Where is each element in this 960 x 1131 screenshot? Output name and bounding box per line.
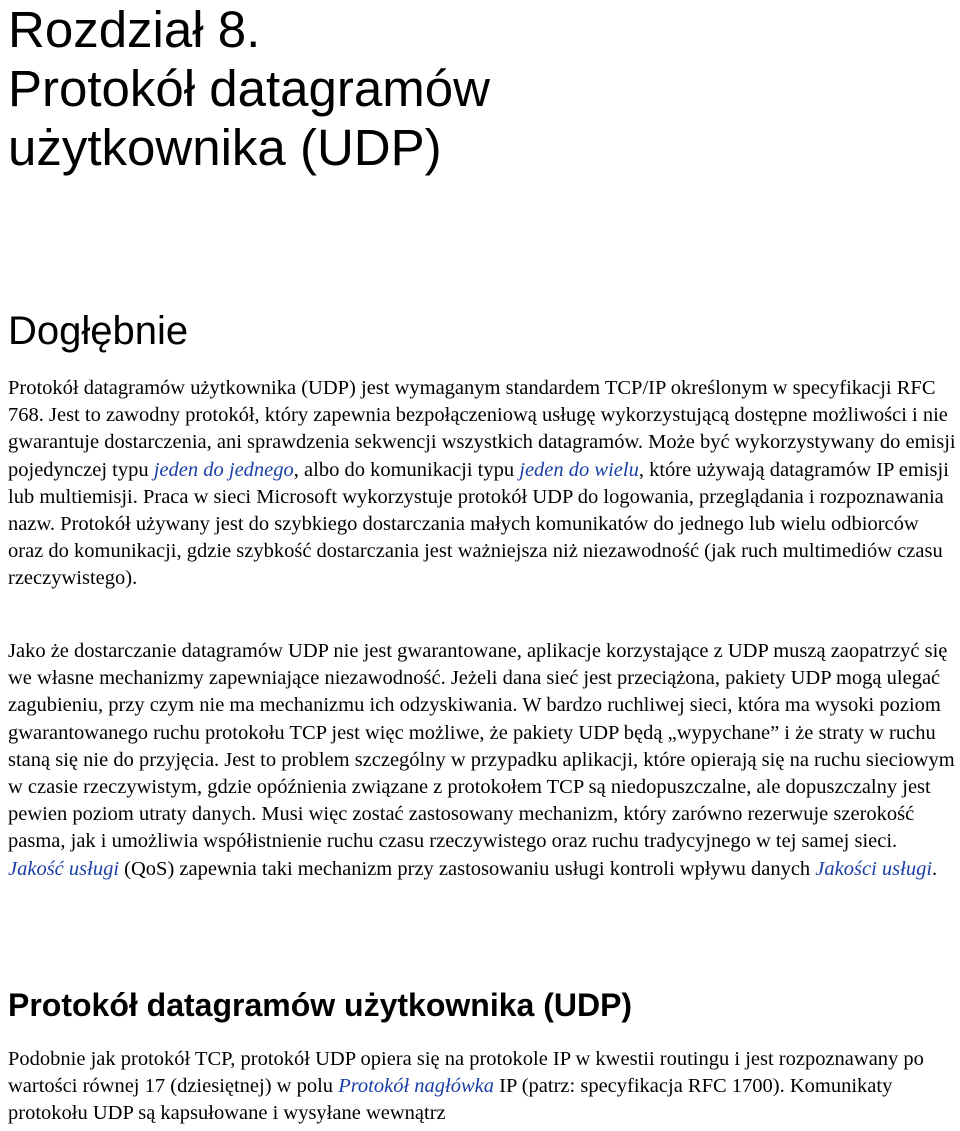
term-link-jakosci-uslugi[interactable]: Jakości usługi <box>815 857 933 880</box>
paragraph-2-text-b: (QoS) zapewnia taki mechanizm przy zastosowaniu usługi kontroli wpływu danych <box>119 857 816 880</box>
paragraph-1 <box>8 375 958 593</box>
document-page <box>8 0 958 1125</box>
paragraph-1-text-a: Protokół datagramów użytkownika (UDP) jest wymaganym standardem TCP/IP określonym w specyfikacji RFC 768. Jest to zawodny protokół, który zapewnia bezpołączeniową usługę wykorzystującą dostępne możliwości i nie gwarantuje dostarczenia, ani sprawdzenia sekwencji wszystkich datagramów. Może być wykorzystywany do emisji pojedynczej typu <box>8 377 956 481</box>
paragraph-1-text-b: , albo do komunikacji typu <box>293 458 520 481</box>
paragraph-1-text-c: , które używają datagramów IP emisji lub multiemisji. Praca w sieci Microsoft wykorzystuje protokół UDP do logowania, przeglądania i rozpoznawania nazw. Protokół używany jest do szybkiego dostarczania małych komunikatów do jednego lub wielu odbiorców oraz do komunikacji, gdzie szybkość dostarczania jest ważniejsza niż niezawodność (jak ruch multimediów czasu rzeczywistego). <box>8 458 949 590</box>
subsection-heading: Protokół datagramów użytkownika (UDP) <box>8 987 633 1023</box>
paragraph-2 <box>8 638 958 883</box>
paragraph-3-text-a: Podobnie jak protokół TCP, protokół UDP opiera się na protokole IP w kwestii routingu i jest rozpoznawany po wartości równej 17 (dziesiętnej) w polu <box>8 1048 924 1098</box>
paragraph-2-text-a: Jako że dostarczanie datagramów UDP nie jest gwarantowane, aplikacje korzystające z UDP muszą zaopatrzyć się we własne mechanizmy zapewniające niezawodność. Jeżeli dana sieć jest przeciążona, pakiety UDP mogą ulegać zagubieniu, przy czym nie ma mechanizmu ich odzyskiwania. W bardzo ruchliwej sieci, która ma wysoki poziom gwarantowanego ruchu protokołu TCP jest więc możliwe, że pakiety UDP będą „wypychane” i że straty w ruchu staną się nie do przyjęcia. Jest to problem szczególny w przypadku aplikacji, które opierają się na ruchu sieciowym w czasie rzeczywistym, gdzie opóźnienia związane z protokołem TCP są niedopuszczalne, ale dopuszczalny jest pewien poziom utraty danych. Musi więc zostać zastosowany mechanizm, który zarówno rezerwuje szerokość pasma, jak i umożliwia współistnienie ruchu czasu rzeczywistego oraz ruchu tradycyjnego w tej samej sieci. <box>8 640 955 853</box>
paragraph-3 <box>8 1046 958 1128</box>
chapter-title-line-1: Rozdział 8. <box>8 1 261 58</box>
section-heading: Dogłębnie <box>8 309 189 353</box>
term-link-jeden-do-jednego[interactable]: jeden do jednego <box>153 458 294 481</box>
chapter-title <box>8 0 958 177</box>
term-link-jakosc-uslugi[interactable]: Jakość usługi <box>8 857 120 880</box>
chapter-title-line-2: Protokół datagramów <box>8 60 490 117</box>
paragraph-2-text-c: . <box>932 857 938 880</box>
paragraph-3-text-b: IP (patrz: specyfikacja RFC 1700). Komunikaty protokołu UDP są kapsułowane i wysyłane wewnątrz <box>8 1075 893 1125</box>
term-link-protokol-naglowka[interactable]: Protokół nagłówka <box>338 1075 495 1098</box>
term-link-jeden-do-wielu[interactable]: jeden do wielu <box>519 458 639 481</box>
chapter-title-line-3: użytkownika (UDP) <box>8 119 442 176</box>
